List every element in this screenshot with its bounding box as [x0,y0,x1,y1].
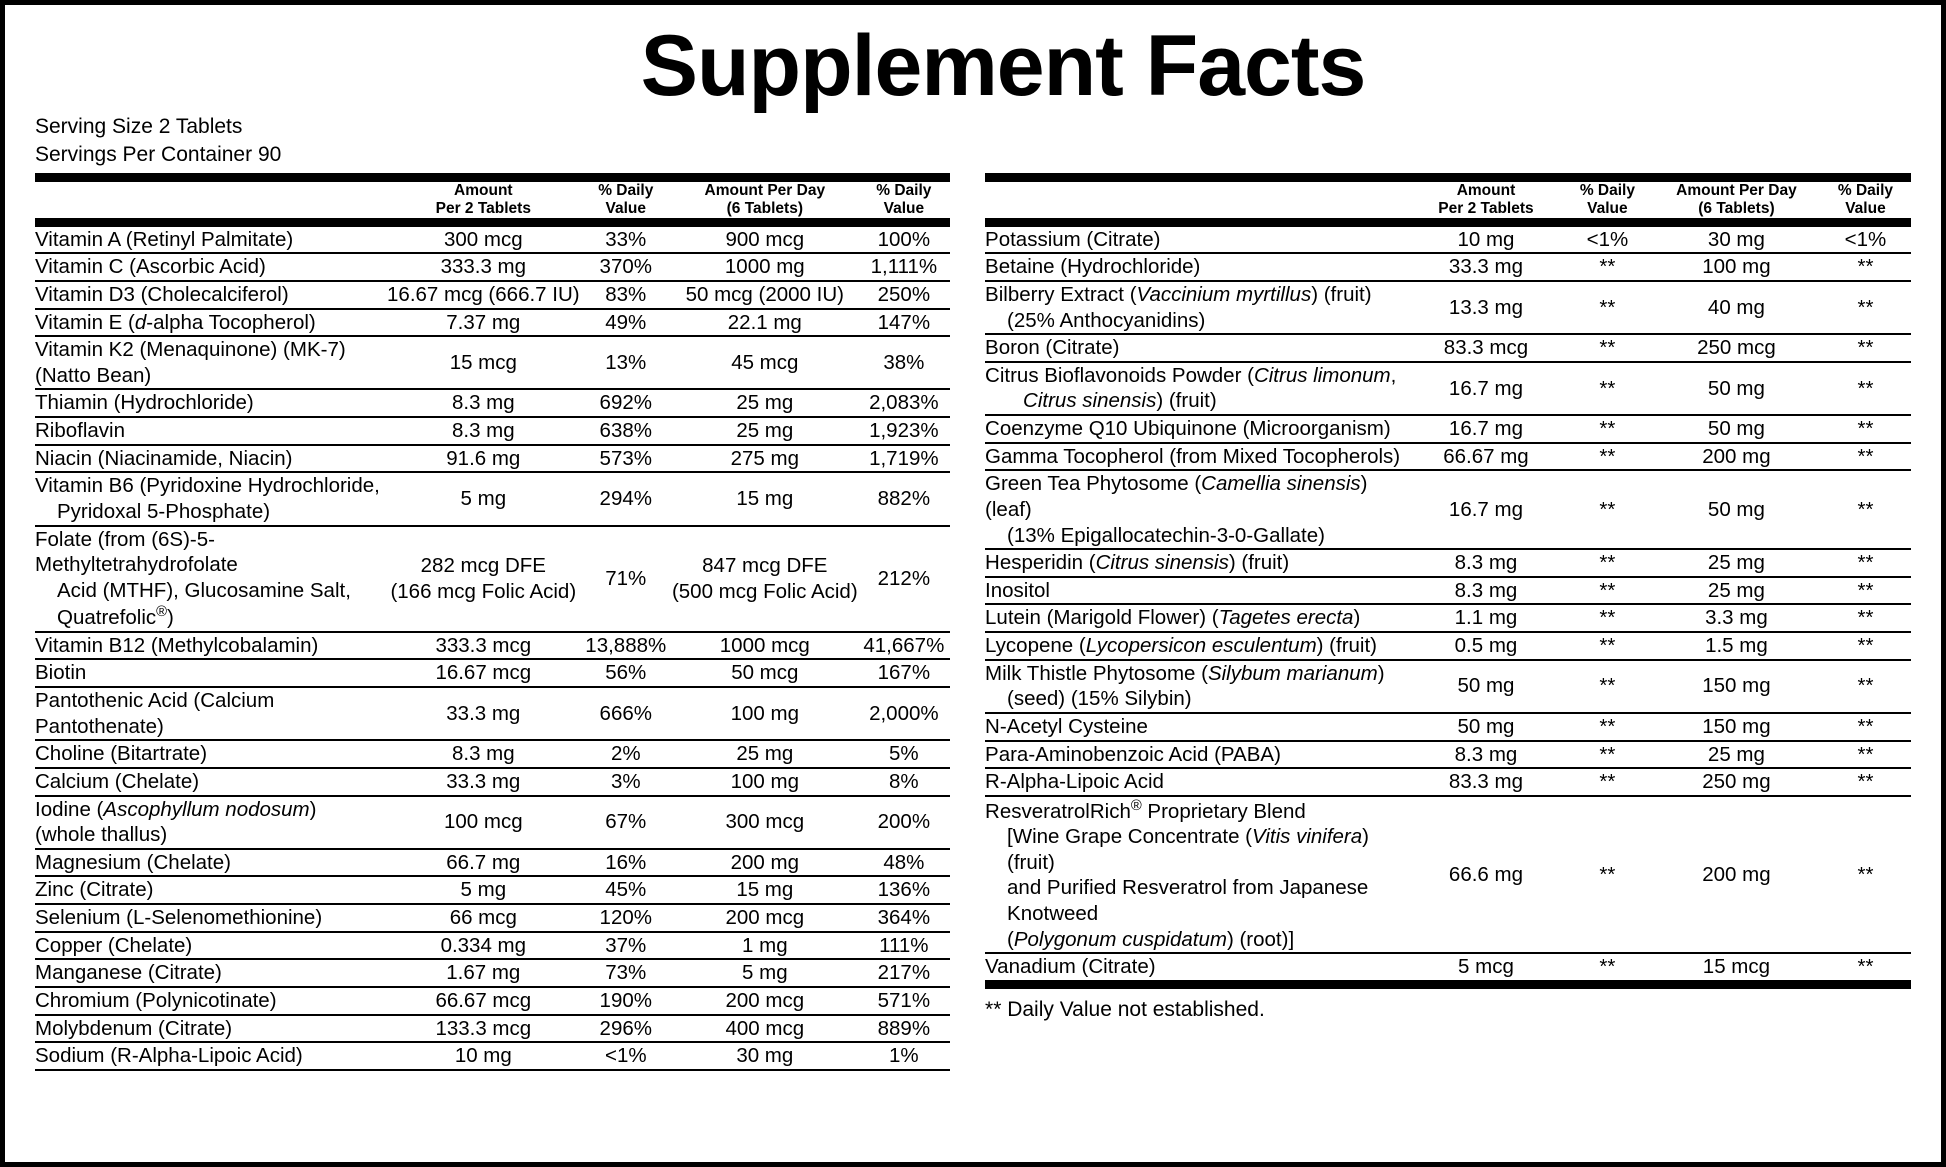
table-row [35,1043,950,1070]
nutrient-name: Coenzyme Q10 Ubiquinone (Microorganism) [985,417,1391,440]
table-row [985,605,1911,632]
header-daily-value-1 [580,182,672,222]
table-row [35,337,950,389]
daily-value-6: 8% [889,769,919,793]
nutrient-name: Zinc (Citrate) [35,878,154,902]
nutrient-name: Folate (from (6S)-5-Methyltetrahydrofolate Acid (MTHF), Glucosamine Salt, Quatrefolic®) [35,527,351,630]
header-blank [985,182,1410,222]
daily-value-2: 296% [599,1016,652,1040]
daily-value-2: 13,888% [585,633,667,657]
table-row [985,578,1911,605]
amount-per-2 [387,527,580,632]
amount-per-2: 50 mg [1457,674,1515,698]
nutrient-name: Vitamin E (d-alpha Tocopherol) [35,310,316,334]
nutrient-name: Iodine (Ascophyllum nodosum) (whole thallus) [35,797,317,847]
daily-value-2: ** [1599,417,1616,440]
nutrient-name: Vitamin B12 (Methylcobalamin) [35,633,319,657]
amount-per-2: 5 mcg [1458,955,1514,979]
amount-per-day: 400 mcg [725,1016,805,1040]
header-amount-line2: Per 2 Tablets [1438,199,1534,217]
amount-per-day: 200 mg [730,850,799,874]
amount-per-day: 900 mcg [725,227,805,251]
daily-value-2: 67% [605,810,647,834]
amount-per-2-line2: (166 mcg Folic Acid) [390,579,577,603]
nutrient-name: Magnesium (Chelate) [35,850,231,874]
amount-per-2: 5 mg [460,487,507,511]
amount-per-2-line1: 282 mcg DFE [420,554,546,578]
nutrient-name: Chromium (Polynicotinate) [35,988,277,1012]
table-row [985,254,1911,281]
daily-value-2: 3% [610,769,641,793]
daily-value-6: 1% [889,1044,919,1068]
header-daily-value-2 [1820,182,1911,222]
table-row [35,390,950,417]
amount-per-day [672,527,858,632]
daily-value-2: ** [1599,336,1616,360]
amount-per-day: 100 mg [730,769,799,793]
amount-per-2: 33.3 mg [446,769,521,793]
table-row [985,335,1911,362]
daily-value-6: ** [1857,444,1874,468]
table-row [35,933,950,960]
table-row [35,633,950,660]
daily-value-6: ** [1857,606,1874,630]
table-row [985,363,1911,415]
header-apd-line2: (6 Tablets) [726,199,803,217]
daily-value-6: 5% [889,742,919,766]
nutrient-name: Potassium (Citrate) [985,227,1161,251]
table-row [35,282,950,309]
daily-value-6: 48% [883,850,925,874]
header-amount-per-day [672,182,858,222]
header-amount-per-2 [1410,182,1562,222]
amount-per-2: 13.3 mg [1448,295,1523,319]
table-row [35,310,950,337]
nutrient-name: Vanadium (Citrate) [985,955,1156,979]
header-amount-line2: Per 2 Tablets [435,199,531,217]
daily-value-2: 71% [605,566,647,590]
nutrient-name: R-Alpha-Lipoic Acid [985,770,1164,794]
daily-value-2: ** [1599,606,1616,630]
daily-value-2: 16% [605,850,647,874]
serving-size: Serving Size 2 Tablets [35,115,243,138]
amount-per-2: 66.7 mg [446,850,521,874]
left-column [5,173,975,1071]
daily-value-6: 250% [877,282,931,306]
left-table-header [35,182,950,222]
amount-per-day: 250 mcg [1697,336,1776,360]
nutrient-name: N-Acetyl Cysteine [985,714,1148,738]
daily-value-6: 2,000% [869,701,939,725]
row-divider [35,1070,950,1071]
header-apd-line1: Amount Per Day [1676,182,1797,199]
amount-per-day: 15 mcg [1702,955,1771,979]
header-apd-line1: Amount Per Day [704,182,826,199]
daily-value-6: ** [1857,862,1874,886]
daily-value-2: ** [1599,444,1616,468]
amount-per-2: 16.67 mcg (666.7 IU) [387,282,580,306]
amount-per-2: 8.3 mg [451,391,515,415]
amount-per-day-line2: (500 mcg Folic Acid) [671,579,858,603]
amount-per-day: 25 mg [1707,742,1765,766]
table-row [985,797,1911,954]
amount-per-2: 8.3 mg [1454,551,1518,575]
daily-value-6: ** [1857,742,1874,766]
daily-value-6: 212% [877,566,931,590]
amount-per-day: 30 mg [736,1044,794,1068]
amount-per-2: 133.3 mcg [435,1016,532,1040]
amount-per-day: 200 mg [1702,862,1771,886]
daily-value-2: ** [1599,634,1616,657]
table-row [35,254,950,281]
amount-per-2: 33.3 mg [1448,255,1523,279]
daily-value-6: ** [1857,336,1874,360]
nutrient-name: Biotin [35,661,87,685]
daily-value-2: ** [1599,742,1616,766]
nutrient-name: Green Tea Phytosome (Camellia sinensis) (leaf) (13% Epigallocatechin-3-0-Gallate) [985,472,1368,547]
serving-info [35,113,281,170]
amount-per-2: 1.1 mg [1454,606,1518,630]
daily-value-2: 190% [599,988,652,1012]
page-title: Supplement Facts [640,18,1366,114]
amount-per-day: 100 mg [1702,255,1771,279]
amount-per-day: 50 mg [1707,417,1765,440]
daily-value-6: 38% [883,350,925,374]
amount-per-2: 66 mcg [449,906,517,930]
nutrient-name: Bilberry Extract (Vaccinium myrtillus) (fruit) (25% Anthocyanidins) [985,282,1372,332]
daily-value-2: 370% [599,255,652,279]
right-column [975,173,1941,1071]
amount-per-day: 25 mg [736,391,794,415]
nutrient-name: Selenium (L-Selenomethionine) [35,906,323,930]
amount-per-day: 50 mg [1707,497,1765,521]
amount-per-2: 16.7 mg [1448,417,1523,440]
daily-value-6: 1,923% [869,419,939,442]
daily-value-2: ** [1599,551,1616,575]
daily-value-6: ** [1857,255,1874,279]
daily-value-2: ** [1599,255,1616,279]
table-row [35,1016,950,1043]
amount-per-2: 66.6 mg [1448,862,1523,886]
nutrient-name: Vitamin A (Retinyl Palmitate) [35,227,294,251]
amount-per-day: 1.5 mg [1705,634,1768,657]
amount-per-day: 15 mg [736,487,794,511]
table-row [35,850,950,877]
table-row [35,527,950,632]
amount-per-day: 1000 mcg [719,633,810,657]
amount-per-day: 50 mcg (2000 IU) [685,282,844,306]
daily-value-2: ** [1599,955,1616,979]
table-row [985,282,1911,334]
amount-per-day: 50 mg [1707,376,1765,400]
nutrient-name: Sodium (R-Alpha-Lipoic Acid) [35,1044,303,1068]
amount-per-day: 45 mcg [731,350,799,374]
amount-per-day: 1000 mg [724,255,805,279]
amount-per-day: 100 mg [730,701,799,725]
header-amount-line1: Amount [1456,182,1516,199]
daily-value-6: 100% [877,227,931,251]
amount-per-day: 5 mg [742,961,788,985]
daily-value-6: ** [1857,295,1874,319]
table-row [35,797,950,849]
nutrient-name: Para-Aminobenzoic Acid (PABA) [985,742,1281,766]
amount-per-2: 100 mcg [443,810,523,834]
amount-per-day: 200 mg [1702,444,1771,468]
nutrient-name: Milk Thistle Phytosome (Silybum marianum) (seed) (15% Silybin) [985,661,1385,711]
table-row [35,769,950,796]
amount-per-day: 200 mcg [725,906,805,930]
amount-per-day: 1 mg [742,933,788,957]
left-nutrient-table [35,173,950,1071]
amount-per-2: 50 mg [1457,714,1515,738]
table-row [35,905,950,932]
right-nutrient-table [985,173,1911,989]
amount-per-day: 30 mg [1707,227,1765,251]
nutrient-name: ResveratrolRich® Proprietary Blend [Wine Grape Concentrate (Vitis vinifera) (fruit) and Purified Resveratrol from Japanese Knotweed (Polygonum cuspidatum) (root)] [985,797,1369,951]
amount-per-day: 22.1 mg [727,310,802,334]
daily-value-6: ** [1857,578,1874,602]
daily-value-2: 120% [599,906,652,930]
amount-per-2: 333.3 mg [440,255,527,279]
daily-value-6: ** [1857,770,1874,794]
header-dv2-line2: Value [1845,199,1886,217]
table-row [35,988,950,1015]
table-row [35,741,950,768]
nutrient-name: Boron (Citrate) [985,336,1120,360]
header-dv-line2: Value [605,199,647,217]
daily-value-2: 692% [599,391,652,415]
daily-value-2: ** [1599,295,1616,319]
nutrient-name: Pantothenic Acid (Calcium Pantothenate) [35,689,275,738]
amount-per-2: 16.7 mg [1448,376,1523,400]
amount-per-2: 66.67 mg [1443,444,1529,468]
amount-per-2: 7.37 mg [446,310,521,334]
daily-value-6: 111% [879,933,929,957]
nutrient-name: Niacin (Niacinamide, Niacin) [35,446,293,470]
daily-value-2: ** [1599,497,1616,521]
table-row [985,714,1911,741]
header-daily-value-2 [858,182,950,222]
daily-value-2: ** [1599,376,1616,400]
daily-value-2: 2% [610,742,641,766]
amount-per-day: 150 mg [1702,714,1771,738]
amount-per-day: 40 mg [1707,295,1765,319]
daily-value-2: ** [1599,674,1616,698]
daily-value-6: ** [1857,376,1874,400]
daily-value-2: 73% [605,961,647,985]
nutrient-name: Hesperidin (Citrus sinensis) (fruit) [985,551,1290,575]
header-apd-line2: (6 Tablets) [1698,199,1775,217]
amount-per-2: 8.3 mg [1454,742,1518,766]
daily-value-2: ** [1599,862,1616,886]
nutrient-name: Riboflavin [35,419,126,442]
daily-value-2: 13% [605,350,647,374]
nutrient-name: Vitamin D3 (Cholecalciferol) [35,282,289,306]
amount-per-2: 1.67 mg [446,961,521,985]
daily-value-2: <1% [1586,227,1629,251]
nutrient-name: Gamma Tocopherol (from Mixed Tocopherols) [985,444,1401,468]
amount-per-2: 91.6 mg [446,446,521,470]
amount-per-day: 50 mcg [731,661,799,685]
daily-value-6: 136% [877,878,931,902]
amount-per-2: 66.67 mcg [435,988,532,1012]
facts-columns [5,173,1941,1071]
daily-value-6: 167% [877,661,931,685]
daily-value-6: 200% [877,810,931,834]
daily-value-2: 37% [605,933,647,957]
table-row [35,418,950,445]
daily-value-6: 147% [877,310,931,334]
table-row [35,446,950,473]
daily-value-2: 83% [605,282,647,306]
amount-per-2: 8.3 mg [451,419,515,442]
daily-value-2: 49% [605,310,647,334]
header-amount-per-day [1653,182,1820,222]
servings-per-container: Servings Per Container 90 [35,143,282,167]
daily-value-2: 56% [605,661,647,685]
daily-value-footnote: ** Daily Value not established. [985,997,1265,1021]
header-dv-line2: Value [1587,199,1628,217]
daily-value-2: ** [1599,578,1616,602]
daily-value-2: <1% [604,1044,647,1068]
amount-per-day-line1: 847 mcg DFE [702,554,828,578]
amount-per-day: 25 mg [736,742,794,766]
daily-value-2: 573% [599,446,652,470]
amount-per-day: 275 mg [730,446,799,470]
header-dv-line1: % Daily [1579,182,1635,199]
amount-per-2: 8.3 mg [451,742,515,766]
header-blank [35,182,387,222]
daily-value-6: ** [1857,417,1874,440]
daily-value-6: 2,083% [869,391,939,415]
amount-per-2: 16.67 mcg [435,661,532,685]
nutrient-name: Vitamin B6 (Pyridoxine Hydrochloride, Pyridoxal 5-Phosphate) [35,474,380,523]
nutrient-name: Choline (Bitartrate) [35,742,208,766]
daily-value-2: ** [1599,714,1616,738]
daily-value-2: 45% [605,878,647,902]
header-dv2-line2: Value [883,199,925,217]
amount-per-2: 0.5 mg [1454,634,1518,657]
daily-value-2: 294% [599,487,652,511]
amount-per-day: 300 mcg [725,810,805,834]
nutrient-name: Manganese (Citrate) [35,961,222,985]
right-table-header [985,182,1911,222]
amount-per-2: 83.3 mcg [1443,336,1529,360]
amount-per-2: 15 mcg [449,350,517,374]
nutrient-name: Vitamin K2 (Menaquinone) (MK-7) (Natto Bean) [35,338,346,387]
header-amount-per-2 [387,182,580,222]
daily-value-6: 882% [877,487,931,511]
amount-per-day: 150 mg [1702,674,1771,698]
amount-per-day: 25 mg [736,419,794,442]
amount-per-2: 16.7 mg [1448,497,1523,521]
table-row [35,688,950,740]
table-row [35,473,950,525]
header-dv2-line1: % Daily [1837,182,1894,199]
daily-value-2: 33% [605,227,647,251]
daily-value-6: ** [1857,955,1874,979]
amount-per-day: 25 mg [1707,551,1765,575]
table-row [35,660,950,687]
header-dv2-line1: % Daily [876,182,932,199]
daily-value-2: ** [1599,770,1616,794]
amount-per-day: 250 mg [1702,770,1771,794]
daily-value-6: 1,719% [869,446,939,470]
amount-per-day: 15 mg [736,878,794,902]
table-row [985,742,1911,769]
amount-per-2: 333.3 mcg [435,633,532,657]
table-row [985,661,1911,713]
daily-value-6: ** [1857,551,1874,575]
daily-value-6: ** [1857,634,1874,657]
daily-value-6: 1,111% [870,255,938,279]
daily-value-6: ** [1857,497,1874,521]
nutrient-name: Thiamin (Hydrochloride) [35,391,254,415]
table-row [985,444,1911,471]
table-row [985,416,1911,443]
header-amount-line1: Amount [454,182,513,199]
table-row [985,954,1911,984]
amount-per-2: 83.3 mg [1448,770,1523,794]
amount-per-2: 33.3 mg [446,701,521,725]
daily-value-6: 41,667% [863,633,945,657]
amount-per-day: 3.3 mg [1705,606,1768,630]
nutrient-name: Copper (Chelate) [35,933,193,957]
header-dv-line1: % Daily [598,182,654,199]
daily-value-6: ** [1857,674,1874,698]
table-row [985,769,1911,796]
nutrient-name: Inositol [985,578,1050,602]
amount-per-2: 5 mg [460,878,507,902]
nutrient-name: Molybdenum (Citrate) [35,1016,233,1040]
table-row [35,227,950,254]
amount-per-day: 25 mg [1707,578,1765,602]
table-row [985,550,1911,577]
daily-value-6: ** [1857,714,1874,738]
daily-value-6: 571% [877,988,931,1012]
amount-per-2: 0.334 mg [440,933,527,957]
daily-value-6: <1% [1844,227,1887,251]
nutrient-name: Vitamin C (Ascorbic Acid) [35,255,266,279]
amount-per-2: 10 mg [454,1044,512,1068]
table-row [985,633,1911,660]
table-row [35,960,950,987]
table-row [35,877,950,904]
header-daily-value-1 [1562,182,1653,222]
nutrient-name: Lutein (Marigold Flower) (Tagetes erecta) [985,606,1361,630]
amount-per-day: 200 mcg [725,988,805,1012]
nutrient-name: Lycopene (Lycopersicon esculentum) (fruit) [985,634,1378,657]
daily-value-6: 217% [877,961,931,985]
daily-value-2: 666% [599,701,652,725]
daily-value-2: 638% [599,419,652,442]
nutrient-name: Calcium (Chelate) [35,769,200,793]
amount-per-2: 300 mcg [443,227,523,251]
table-row [985,227,1911,254]
daily-value-6: 889% [877,1016,931,1040]
nutrient-name: Citrus Bioflavonoids Powder (Citrus limonum, Citrus sinensis) (fruit) [985,363,1397,413]
daily-value-6: 364% [877,906,931,930]
amount-per-2: 8.3 mg [1454,578,1518,602]
nutrient-name: Betaine (Hydrochloride) [985,255,1201,279]
table-row [985,471,1911,549]
amount-per-2: 10 mg [1457,227,1515,251]
